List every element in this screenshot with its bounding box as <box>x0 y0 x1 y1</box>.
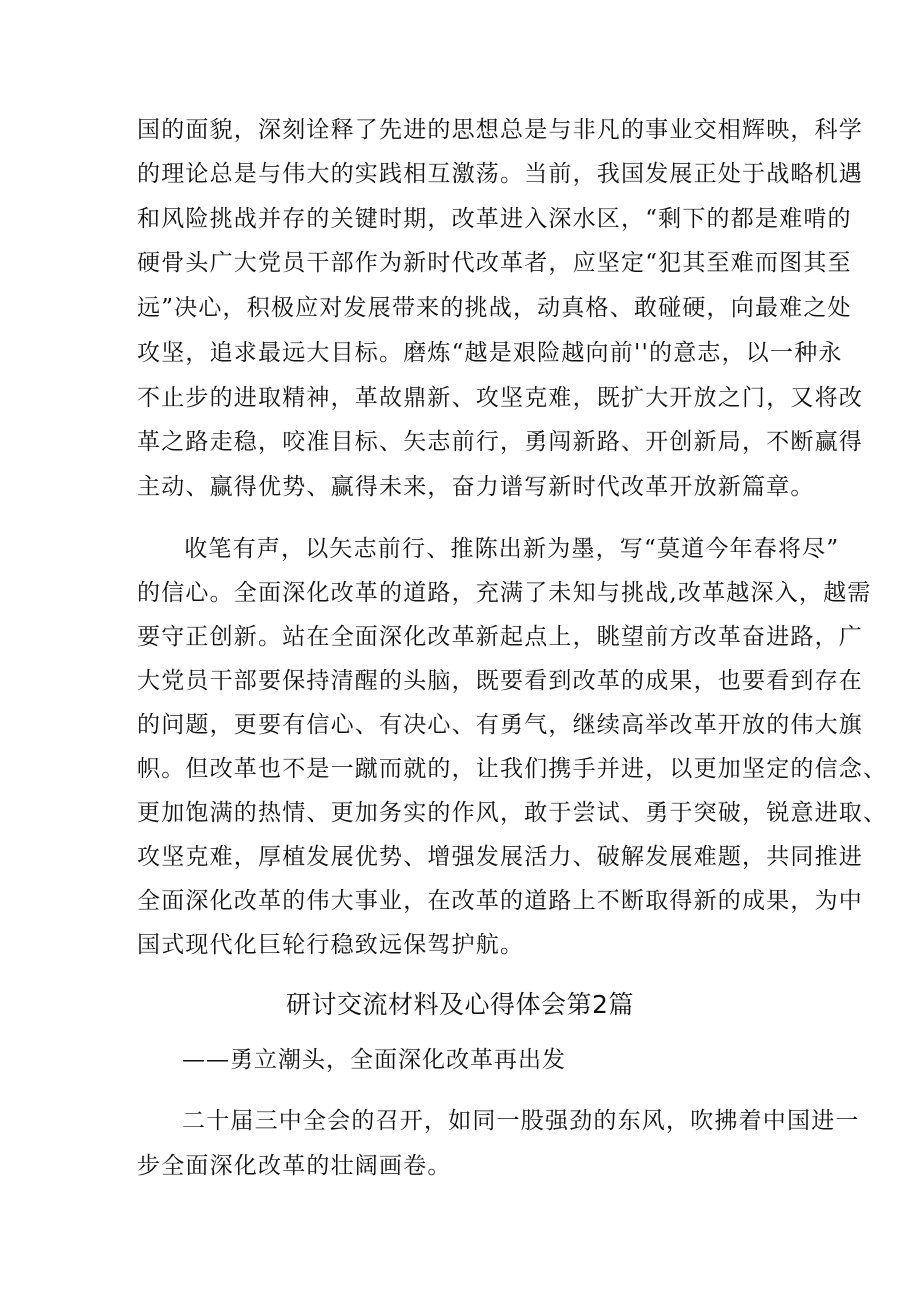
paragraph-line: 攻坚，追求最远大目标。磨炼“越是艰险越向前''的意志，以一种永 <box>137 340 843 366</box>
paragraph-line: 的信心。全面深化改革的道路，充满了未知与挑战,改革越深入，越需 <box>137 580 872 606</box>
paragraph-line: 要守正创新。站在全面深化改革新起点上，眺望前方改革奋进路，广 <box>137 624 863 650</box>
paragraph-line: 攻坚克难，厚植发展优势、增强发展活力、破解发展难题，共同推进 <box>137 844 863 870</box>
paragraph-line: 更加饱满的热情、更加务实的作风，敢于尝试、勇于突破，锐意进取、 <box>137 800 888 826</box>
section-title: 研讨交流材料及心得体会第2篇 <box>286 990 634 1019</box>
paragraph-line: 远”决心，积极应对发展带来的挑战，动真格、敢碰硬，向最难之处 <box>137 295 852 321</box>
paragraph-line: 国式现代化巨轮行稳致远保驾护航。 <box>137 932 525 958</box>
paragraph-line: 帜。但改革也不是一蹴而就的，让我们携手并进，以更加坚定的信念、 <box>137 756 888 782</box>
paragraph-line: 大党员干部要保持清醒的头脑，既要看到改革的成果，也要看到存在 <box>137 668 863 694</box>
paragraph-line: 全面深化改革的伟大事业，在改革的道路上不断取得新的成果，为中 <box>137 888 863 914</box>
paragraph-line: 革之路走稳，咬准目标、矢志前行，勇闯新路、开创新局，不断赢得 <box>137 429 863 455</box>
paragraph-line: 二十届三中全会的召开，如同一股强劲的东风，吹拂着中国进一 <box>182 1108 860 1134</box>
paragraph-line: 步全面深化改革的壮阔画卷。 <box>137 1153 452 1179</box>
paragraph-line: 国的面貌，深刻诠释了先进的思想总是与非凡的事业交相辉映，科学 <box>137 117 863 143</box>
paragraph-line: 主动、赢得优势、赢得未来，奋力谱写新时代改革开放新篇章。 <box>137 474 815 500</box>
section-subtitle: ——勇立潮头，全面深化改革再出发 <box>182 1047 566 1073</box>
paragraph-line: 的理论总是与伟大的实践相互激荡。当前，我国发展正处于战略机遇 <box>137 161 863 187</box>
paragraph-line: 硬骨头广大党员干部作为新时代改革者，应坚定“犯其至难而图其至 <box>137 250 852 276</box>
paragraph-line: 和风险挑战并存的关键时期，改革进入深水区，“剩下的都是难啃的 <box>137 206 852 232</box>
paragraph-line: 收笔有声，以矢志前行、推陈出新为墨，写“莫道今年春将尽” <box>160 536 840 562</box>
paragraph-line: 的问题，更要有信心、有决心、有勇气，继续高举改革开放的伟大旗 <box>137 712 863 738</box>
paragraph-line: 不止步的进取精神，革故鼎新、攻坚克难，既扩大开放之门，又将改 <box>137 385 863 411</box>
